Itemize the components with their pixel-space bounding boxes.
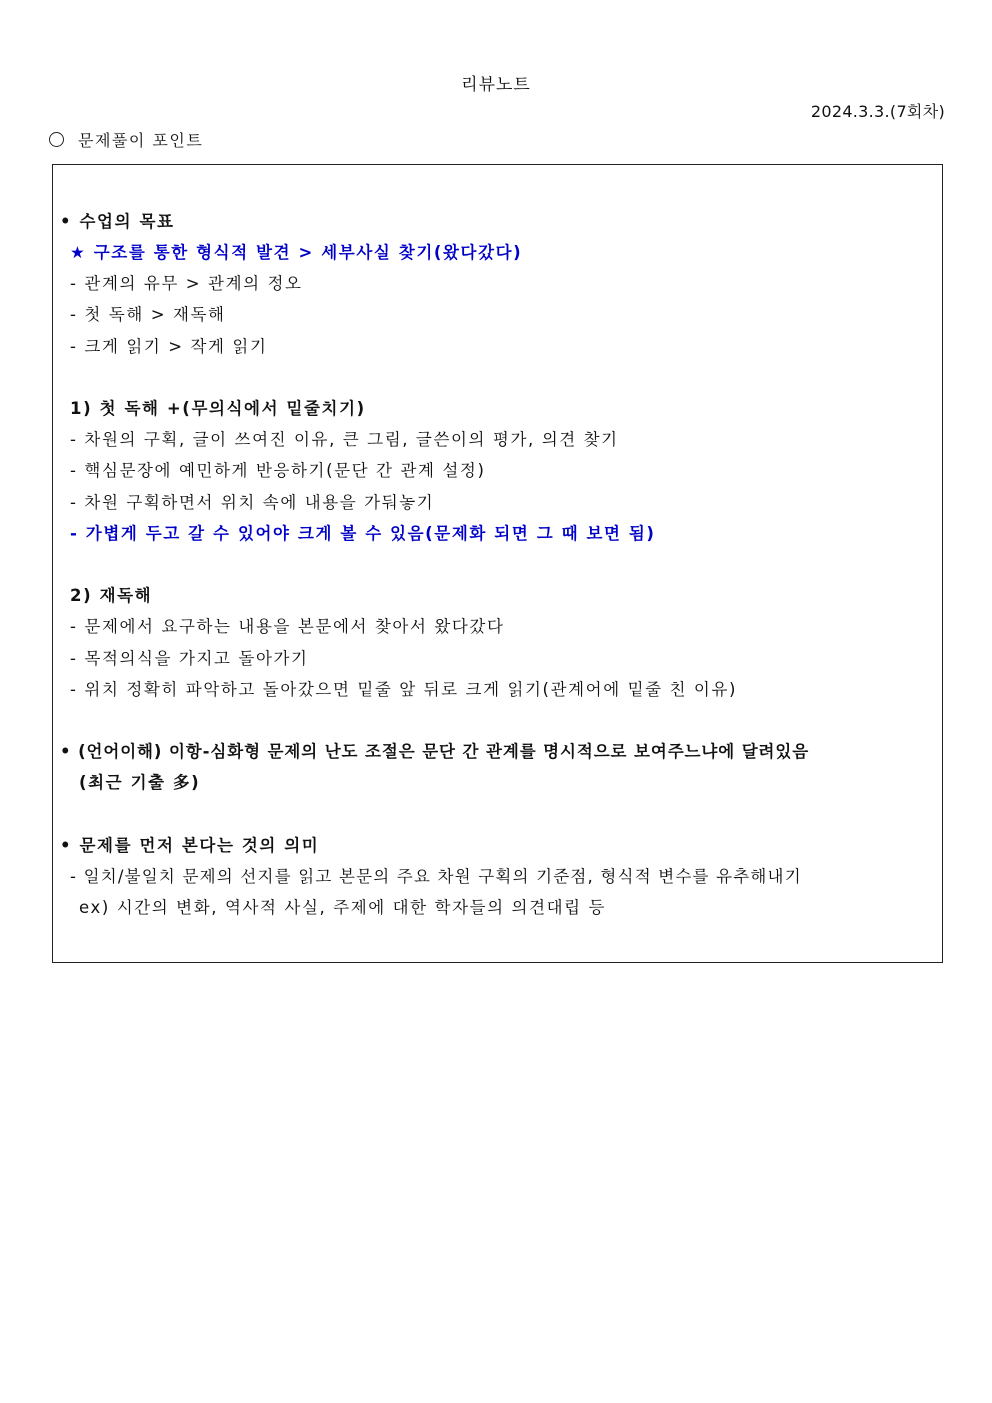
language-understanding-note: (최근 기출 多) [79,773,201,792]
first-read-item: - 핵심문장에 예민하게 반응하기(문단 간 관계 설정) [70,461,486,480]
document-title: 리뷰노트 [461,75,531,95]
section-heading-label: 문제풀이 포인트 [78,131,204,150]
reread-heading: 2) 재독해 [70,586,153,605]
meaning-heading: • 문제를 먼저 본다는 것의 의미 [60,836,320,855]
first-read-highlight: - 가볍게 두고 갈 수 있어야 크게 볼 수 있음(문제화 되면 그 때 보면 됨) [70,524,656,543]
circle-bullet-icon [49,132,64,147]
first-read-item: - 차원 구획하면서 위치 속에 내용을 가둬놓기 [70,493,435,512]
reread-item: - 위치 정확히 파악하고 돌아갔으면 밑줄 앞 뒤로 크게 읽기(관계어에 밑줄 친 이유) [70,680,738,699]
first-read-heading: 1) 첫 독해 +(무의식에서 밑줄치기) [70,399,366,418]
goal-item: - 관계의 유무 > 관계의 정오 [70,274,303,293]
section-heading [47,128,203,151]
meaning-example: ex) 시간의 변화, 역사적 사실, 주제에 대한 학자들의 의견대립 등 [79,898,607,917]
goal-heading: • 수업의 목표 [60,212,175,231]
review-content-box [52,164,943,963]
first-read-item: - 차원의 구획, 글이 쓰여진 이유, 큰 그림, 글쓴이의 평가, 의견 찾기 [70,430,619,449]
language-understanding-line: • (언어이해) 이항-심화형 문제의 난도 조절은 문단 간 관계를 명시적으로 보여주느냐에 달려있음 [60,742,810,761]
meaning-item: - 일치/불일치 문제의 선지를 읽고 본문의 주요 차원 구획의 기준점, 형식적 변수를 유추해내기 [70,867,802,886]
document-date: 2024.3.3.(7회차) [810,102,945,121]
reread-item: - 문제에서 요구하는 내용을 본문에서 찾아서 왔다갔다 [70,617,505,636]
goal-item: - 크게 읽기 > 작게 읽기 [70,337,268,356]
goal-star-line: ★ 구조를 통한 형식적 발견 > 세부사실 찾기(왔다갔다) [70,243,523,262]
goal-item: - 첫 독해 > 재독해 [70,305,226,324]
reread-item: - 목적의식을 가지고 돌아가기 [70,649,309,668]
